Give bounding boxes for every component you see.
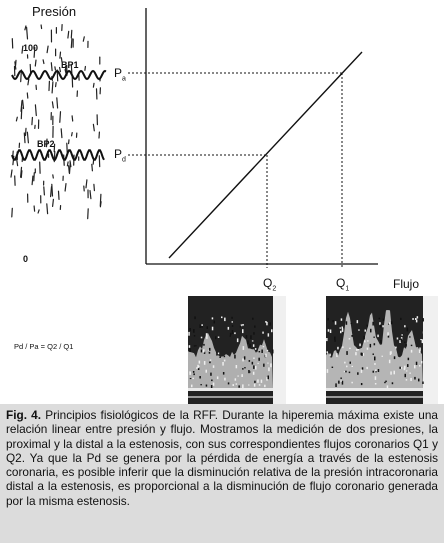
caption-text: Principios fisiológicos de la RFF. Durante la hiperemia máxima existe una relación linear entre presión y flujo. Mostramos la medición de dos presiones, la proximal y la distal a la estenosis, con sus correspondientes flujos coronarios Q1 y Q2. Ya que la Pd se genera por la pérdida de energía a través de la estenosis coronaria, es posible inferir que la disminución relativa de la presión intracoronaria distal a la estenosis, es proporcional a la disminución de flujo coronario generada por la misma estenosis. xyxy=(6,408,438,508)
doppler-flow-q1 xyxy=(326,296,438,406)
pressure-axis-label: Presión xyxy=(32,4,77,19)
q1-label: $Q_1$ xyxy=(336,276,350,293)
ffr-equation: Pd / Pa = Q2 / Q1 xyxy=(14,342,74,351)
bp1-label: BP1 xyxy=(61,60,79,70)
doppler-flow-q2 xyxy=(188,296,286,406)
pressure-value-100: 100 xyxy=(23,43,39,53)
q2-label: $Q_2$ xyxy=(263,276,277,293)
flow-axis-label: Flujo xyxy=(393,277,420,291)
figure-caption xyxy=(0,404,444,543)
pressure-value-0: 0 xyxy=(23,254,29,264)
pa-label: $P_a$ xyxy=(114,66,126,83)
figure-number: Fig. 4. xyxy=(6,408,42,422)
bp2-label: BP2 xyxy=(37,139,55,149)
pd-label: $P_d$ xyxy=(114,147,126,164)
